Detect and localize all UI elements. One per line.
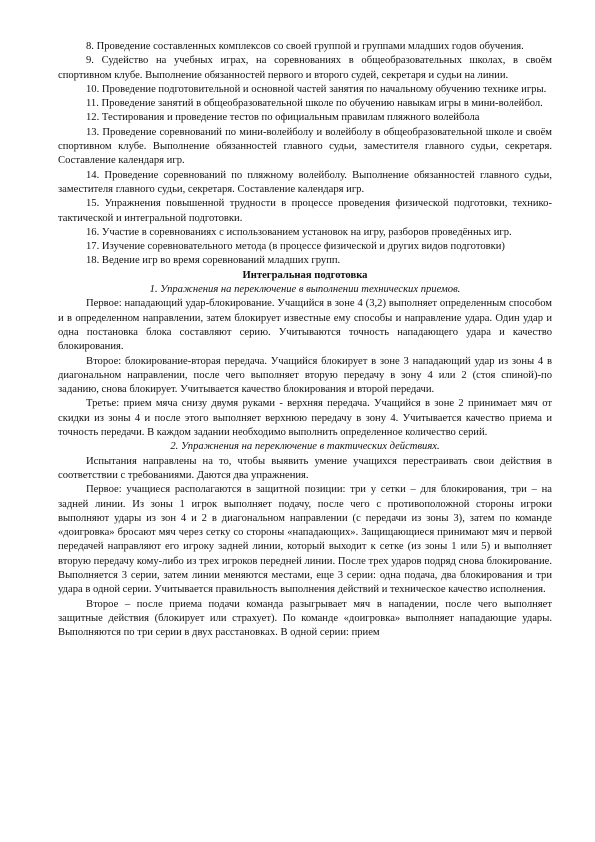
list-item-12: 12. Тестирования и проведение тестов по официальным правилам пляжного волейбола (86, 112, 480, 124)
paragraph-tactical-first: Первое: учащиеся располагаются в защитной позиции: три у сетки – для блокирования, три – на задней линии. Из зоны 1 игрок выполняет подачу, после чего с противоположной стороны игроки выполняют удары из зон 4 и 2 в диагональном направлении (с передачи из зоны 3), затем по команде «доигровка» бросают мяч через сетку со стороны «нападающих». Защищающиеся принимают мяч и первой передачей направляют его игроку задней линии, который выходит к сетке (из зоны 1 или 5) и выполняет вторую передачу кому-либо из трех игроков передней линии. После трех ударов подряд снова блокирование. Выполняется 3 серии, затем линии меняются местами, еще 3 серии: одна подача, два блокирования и три удара в одной серии. Учитывается правильность выполнения действий и техническое качество исполнения. (58, 484, 552, 596)
document-page (58, 40, 552, 640)
list-item-17: 17. Изучение соревновательного метода (в процессе физической и других видов подготовки) (86, 241, 505, 253)
subsection-heading-2: 2. Упражнения на переключение в тактических действиях. (170, 441, 440, 453)
list-item-15: 15. Упражнения повышенной трудности в процессе проведения физической подготовки, технико-тактической и интегральной подготовки. (58, 198, 552, 224)
list-item-18: 18. Ведение игр во время соревнований младших групп. (86, 255, 341, 267)
section-title: Интегральная подготовка (242, 269, 368, 281)
paragraph-first-exercise: Первое: нападающий удар-блокирование. Учащийся в зоне 4 (3,2) выполняет определенным способом и в определенном направлении, затем блокирует известные ему способы и направление удара. Один удар и одна постановка блока составляют серию. Учитываются точность нападающего удара и качество блокирования. (58, 298, 552, 353)
paragraph-third-exercise: Третье: прием мяча снизу двумя руками - верхняя передача. Учащийся в зоне 2 принимает мяч от скидки из зоны 4 и после этого выполняет верхнюю передачу в зону 4. Учитывается качество приема и точность передачи. В каждом задании необходимо выполнить определенное количество серий. (58, 398, 552, 439)
list-item-16: 16. Участие в соревнованиях с использованием установок на игру, разборов проведённых игр. (86, 226, 512, 238)
list-item-10: 10. Проведение подготовительной и основной частей занятия по начальному обучению технике игры. (86, 83, 547, 95)
list-item-13: 13. Проведение соревнований по мини-волейболу и волейболу в общеобразовательной школе и своём спортивном клубе. Выполнение обязанностей главного судьи, заместителя главного судьи, секретаря. Составление календаря игр. (58, 126, 552, 167)
paragraph-second-exercise: Второе: блокирование-вторая передача. Учащийся блокирует в зоне 3 нападающий удар из зоны 4 в диагональном направлении, после чего выполняет вторую передачу в зону 4 или 2 (стоя спиной)-по заданию, снова блокирует. Учитывается качество блокирования и второй передачи. (58, 355, 552, 396)
list-item-11: 11. Проведение занятий в общеобразовательной школе по обучению навыкам игры в мини-волейбол. (86, 98, 543, 110)
list-item-14: 14. Проведение соревнований по пляжному волейболу. Выполнение обязанностей главного судьи, заместителя главного судьи, секретаря. Составление календаря игр. (58, 169, 552, 195)
list-item-8: 8. Проведение составленных комплексов со своей группой и группами младших годов обучения. (86, 41, 524, 52)
subsection-heading-1: 1. Упражнения на переключение в выполнении технических приемов. (149, 284, 461, 296)
list-item-9: 9. Судейство на учебных играх, на соревнованиях в общеобразовательных школах, в своём спортивном клубе. Выполнение обязанностей первого и второго судей, секретаря и судьи на линии. (58, 55, 552, 81)
paragraph-tactical-second: Второе – после приема подачи команда разыгрывает мяч в нападении, после чего выполняет защитные действия (блокирует или страхует). По команде «доигровка» выполняет нападающие удары. Выполняются по три серии в двух расстановках. В одной серии: прием (58, 598, 552, 639)
paragraph-tests-intro: Испытания направлены на то, чтобы выявить умение учащихся перестраивать свои действия в соответствии с требованиями. Даются два упражнения. (58, 455, 552, 481)
